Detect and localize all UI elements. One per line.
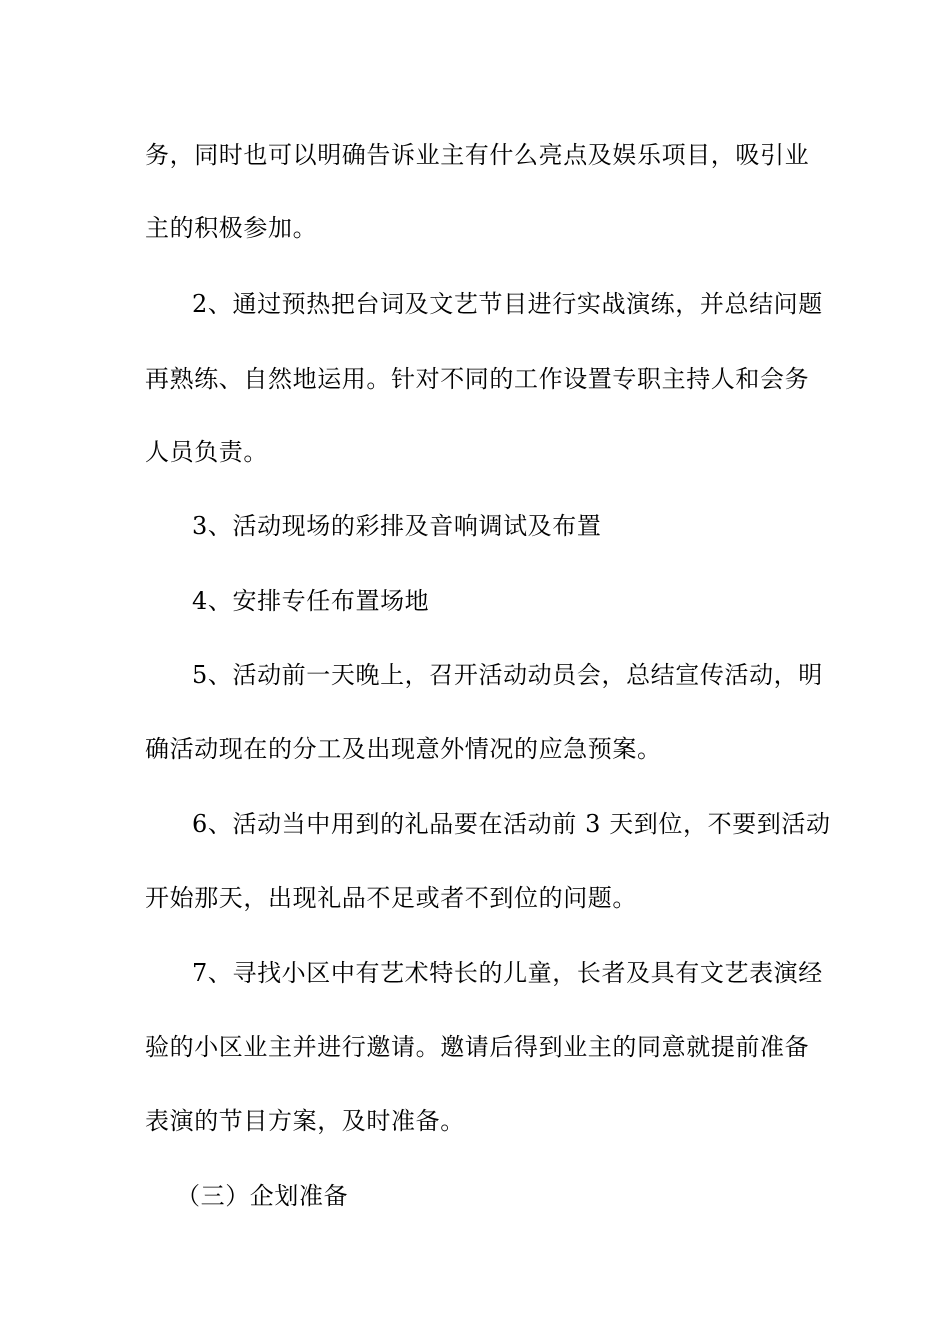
item-7-line-3: 表演的节目方案，及时准备。	[145, 1107, 465, 1135]
item-7-line-2: 验的小区业主并进行邀请。邀请后得到业主的同意就提前准备	[145, 1033, 810, 1061]
item-2-line-3: 人员负责。	[145, 438, 268, 466]
item-7-line-1: 7、寻找小区中有艺术特长的儿童，长者及具有文艺表演经	[192, 959, 823, 987]
item-2-line-1: 2、通过预热把台词及文艺节目进行实战演练，并总结问题	[192, 290, 823, 318]
paragraph-1-line-2: 主的积极参加。	[145, 214, 318, 242]
item-5-line-2: 确活动现在的分工及出现意外情况的应急预案。	[145, 735, 662, 763]
item-6-line-1: 6、活动当中用到的礼品要在活动前 3 天到位，不要到活动	[192, 810, 831, 838]
paragraph-1-line-1: 务，同时也可以明确告诉业主有什么亮点及娱乐项目，吸引业	[145, 141, 810, 169]
item-3: 3、活动现场的彩排及音响调试及布置	[192, 512, 602, 540]
item-5-line-1: 5、活动前一天晚上，召开活动动员会，总结宣传活动，明	[192, 661, 823, 689]
item-4: 4、安排专任布置场地	[192, 587, 430, 615]
item-6-line-2: 开始那天，出现礼品不足或者不到位的问题。	[145, 884, 637, 912]
item-2-line-2: 再熟练、自然地运用。针对不同的工作设置专职主持人和会务	[145, 365, 810, 393]
section-heading: （三）企划准备	[176, 1182, 349, 1210]
